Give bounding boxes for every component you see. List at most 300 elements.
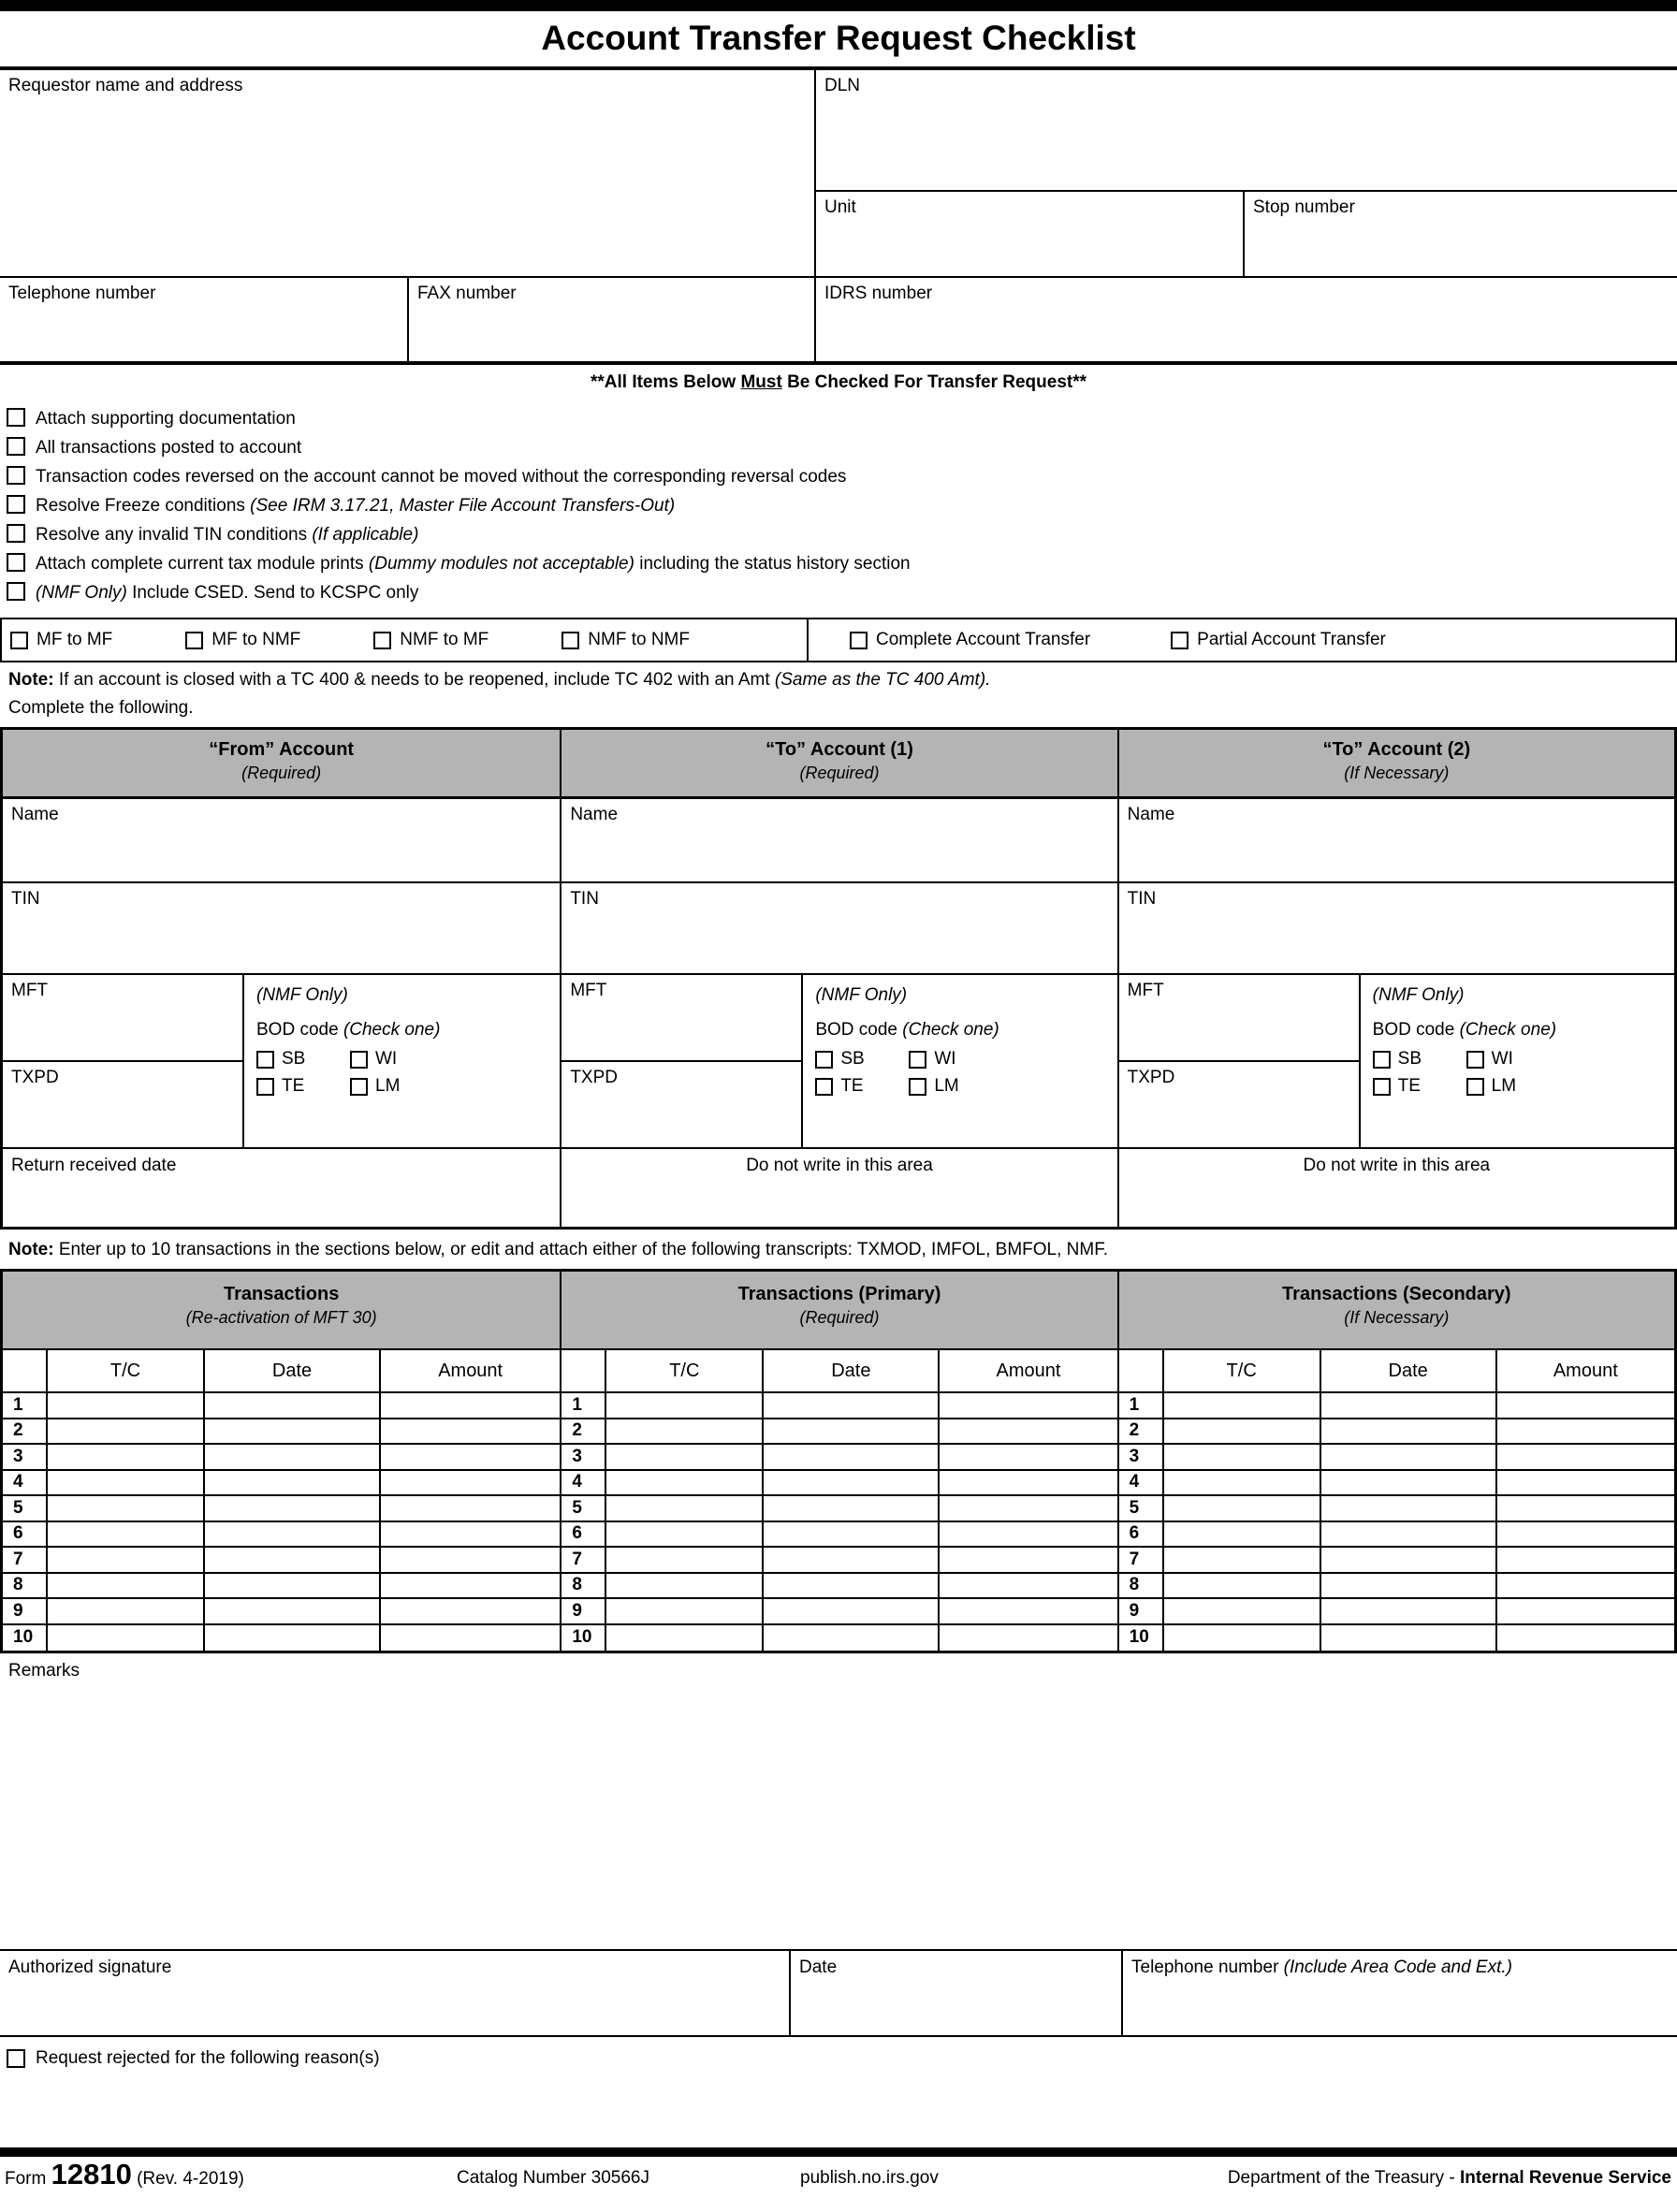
reject-line <box>0 2037 1677 2069</box>
transactions-primary-row-9-date-cell[interactable] <box>764 1599 940 1623</box>
transactions-reactivation-row-7-tc-cell[interactable] <box>48 1548 205 1572</box>
checklist <box>0 396 1677 613</box>
transactions-primary-row-9-amount-cell[interactable] <box>940 1599 1116 1623</box>
transactions-reactivation-row-10-tc-cell[interactable] <box>48 1625 205 1652</box>
row-number: 5 <box>561 1496 606 1521</box>
transactions-reactivation-row-1-tc-cell[interactable] <box>48 1393 205 1418</box>
transactions-primary-title: Transactions (Primary) <box>737 1284 941 1304</box>
transactions-primary-group <box>560 1272 1116 1651</box>
row-number: 9 <box>561 1599 606 1623</box>
row-number-column-corner <box>3 1350 48 1391</box>
transactions-secondary-row-8-tc-cell[interactable] <box>1164 1574 1321 1598</box>
stop-number-label: Stop number <box>1253 197 1355 217</box>
row-number: 7 <box>561 1548 606 1572</box>
from-account-header <box>3 730 560 799</box>
to-account-2-mft-field[interactable] <box>1119 975 1359 1062</box>
transactions-reactivation-row-9-amount-cell[interactable] <box>381 1599 560 1623</box>
transactions-secondary-row-1-date-cell[interactable] <box>1321 1393 1497 1418</box>
transactions-secondary-row-6-tc-cell[interactable] <box>1164 1522 1321 1547</box>
checklist-item-1 <box>7 408 1677 429</box>
transactions-reactivation-row-10-amount-cell[interactable] <box>381 1625 560 1652</box>
transactions-reactivation-row-5 <box>3 1496 560 1522</box>
transactions-primary-row-3 <box>561 1445 1116 1471</box>
transactions-secondary-row-7-amount-cell[interactable] <box>1497 1548 1674 1572</box>
column-header-date: Date <box>764 1350 940 1391</box>
to-account-1-bod-checkbox-te[interactable] <box>815 1078 833 1096</box>
requestor-label: Requestor name and address <box>8 76 243 95</box>
transactions-primary-row-7-amount-cell[interactable] <box>940 1548 1116 1572</box>
transactions-primary-row-9 <box>561 1599 1116 1625</box>
transactions-reactivation-row-9 <box>3 1599 560 1625</box>
row-number: 4 <box>3 1471 48 1495</box>
transactions-secondary-row-6-amount-cell[interactable] <box>1497 1522 1674 1547</box>
transactions-secondary-row-9-date-cell[interactable] <box>1321 1599 1497 1623</box>
bod-code-label: BOD code (Check one) <box>1372 1020 1557 1040</box>
row-number: 8 <box>561 1574 606 1598</box>
transactions-secondary-column-headers <box>1119 1350 1674 1393</box>
checklist-item-7 <box>7 582 1677 604</box>
transactions-secondary-row-3 <box>1119 1445 1674 1471</box>
to-account-2-name-field[interactable] <box>1119 799 1674 883</box>
row-number: 9 <box>3 1599 48 1623</box>
transactions-secondary-row-8-date-cell[interactable] <box>1321 1574 1497 1598</box>
transfer-type-label: MF to MF <box>36 630 113 649</box>
transactions-reactivation-row-1-date-cell[interactable] <box>205 1393 381 1418</box>
transactions-secondary-row-2 <box>1119 1419 1674 1446</box>
checklist-item-label: Attach supporting documentation <box>36 409 296 429</box>
bod-code-label: BOD code (Check one) <box>815 1020 999 1040</box>
to-account-1-bod-checkbox-sb[interactable] <box>815 1051 833 1069</box>
transactions-reactivation-row-9-date-cell[interactable] <box>205 1599 381 1623</box>
from-account-name-field[interactable] <box>3 799 560 883</box>
row-number: 1 <box>3 1393 48 1418</box>
bod-option-lm <box>1466 1076 1662 1097</box>
transactions-primary-column-headers <box>561 1350 1116 1393</box>
txpd-label: TXPD <box>1127 1068 1175 1087</box>
signature-date-label: Date <box>799 1957 838 1977</box>
bod-option-lm <box>350 1076 547 1097</box>
transactions-secondary-row-8-amount-cell[interactable] <box>1497 1574 1674 1598</box>
bod-option-sb <box>256 1049 350 1070</box>
transactions-reactivation-row-7 <box>3 1548 560 1574</box>
transactions-secondary-row-7-tc-cell[interactable] <box>1164 1548 1321 1572</box>
dln-field[interactable] <box>816 70 1677 192</box>
bod-option-label: WI <box>375 1049 398 1069</box>
bod-option-label: LM <box>375 1076 401 1096</box>
transactions-reactivation-row-8-amount-cell[interactable] <box>381 1574 560 1598</box>
transactions-reactivation-row-4-amount-cell[interactable] <box>381 1471 560 1495</box>
transactions-primary-row-5-tc-cell[interactable] <box>606 1496 764 1521</box>
to-account-1-txpd-field[interactable] <box>561 1062 801 1147</box>
transactions-secondary-title: Transactions (Secondary) <box>1282 1284 1511 1304</box>
transactions-secondary-row-10-tc-cell[interactable] <box>1164 1625 1321 1652</box>
transactions-note: Note: Enter up to 10 transactions in the sections below, or edit and attach either of the following transcripts: TXMOD, IMFOL, BMFOL, NMF. <box>8 1240 1108 1259</box>
transactions-reactivation-row-3-tc-cell[interactable] <box>48 1445 205 1469</box>
tc400-note: Note: If an account is closed with a TC 400 & needs to be reopened, include TC 402 with an Amt (Same as the TC 400 Amt). <box>8 670 991 690</box>
transactions-secondary-row-4-amount-cell[interactable] <box>1497 1471 1674 1495</box>
bod-option-wi <box>350 1049 547 1070</box>
bod-option-lm <box>909 1076 1104 1097</box>
row-number: 5 <box>1119 1496 1164 1521</box>
telephone-label: Telephone number <box>8 284 156 303</box>
reject-label: Request rejected for the following reason(s) <box>36 2048 380 2068</box>
transactions-secondary-row-3-tc-cell[interactable] <box>1164 1445 1321 1469</box>
transactions-reactivation-row-1-amount-cell[interactable] <box>381 1393 560 1418</box>
transfer-type-checkbox-mf-to-mf[interactable] <box>10 632 28 649</box>
transactions-reactivation-row-7-date-cell[interactable] <box>205 1548 381 1572</box>
transactions-secondary-row-7-date-cell[interactable] <box>1321 1548 1497 1572</box>
transactions-reactivation-title: Transactions <box>223 1284 340 1304</box>
transfer-type-mf-to-nmf <box>185 630 300 650</box>
transactions-reactivation-row-3-date-cell[interactable] <box>205 1445 381 1469</box>
transactions-primary-row-7 <box>561 1548 1116 1574</box>
transactions-reactivation-row-4-date-cell[interactable] <box>205 1471 381 1495</box>
transactions-table <box>0 1269 1677 1653</box>
transactions-secondary-row-4 <box>1119 1471 1674 1497</box>
row-number: 9 <box>1119 1599 1164 1623</box>
transactions-reactivation-row-5-tc-cell[interactable] <box>48 1496 205 1521</box>
checklist-checkbox-2[interactable] <box>7 437 25 456</box>
row-number-column-corner <box>561 1350 606 1391</box>
transactions-reactivation-row-6-amount-cell[interactable] <box>381 1522 560 1547</box>
transactions-secondary-row-5-date-cell[interactable] <box>1321 1496 1497 1521</box>
transactions-secondary-row-2-date-cell[interactable] <box>1321 1419 1497 1444</box>
signature-phone-field[interactable] <box>1123 1951 1677 2035</box>
from-account-tin-field[interactable] <box>3 883 560 975</box>
remarks-field[interactable] <box>0 1689 1677 1949</box>
stop-number-field[interactable] <box>1245 192 1677 276</box>
bod-option-sb <box>1373 1049 1466 1070</box>
transactions-secondary-row-3-amount-cell[interactable] <box>1497 1445 1674 1469</box>
row-number: 8 <box>1119 1574 1164 1598</box>
transactions-reactivation-row-6 <box>3 1522 560 1549</box>
transactions-secondary-row-1-amount-cell[interactable] <box>1497 1393 1674 1418</box>
to-account-2-bod-checkbox-wi[interactable] <box>1466 1051 1484 1069</box>
tin-label: TIN <box>570 889 599 909</box>
to-account-1-tin-field[interactable] <box>561 883 1116 975</box>
transactions-primary-row-4-amount-cell[interactable] <box>940 1471 1116 1495</box>
transactions-primary-row-5-date-cell[interactable] <box>764 1496 940 1521</box>
note-label: Note: <box>8 670 54 690</box>
transactions-secondary-row-10-amount-cell[interactable] <box>1497 1625 1674 1652</box>
transfer-type-checkbox-nmf-to-mf[interactable] <box>373 632 391 649</box>
transfer-type-checkbox-partial-account-transfer[interactable] <box>1171 632 1188 649</box>
row-number: 7 <box>3 1548 48 1572</box>
signature-date-field[interactable] <box>791 1951 1123 2035</box>
row-number: 3 <box>3 1445 48 1469</box>
transactions-primary-row-4-tc-cell[interactable] <box>606 1471 764 1495</box>
to-account-1-bod-checkbox-wi[interactable] <box>909 1051 926 1069</box>
to-account-2-header <box>1119 730 1674 799</box>
transactions-primary-row-6 <box>561 1522 1116 1549</box>
transactions-reactivation-row-8-tc-cell[interactable] <box>48 1574 205 1598</box>
to-account-2-title: “To” Account (2) <box>1322 739 1471 760</box>
transactions-reactivation-row-3-amount-cell[interactable] <box>381 1445 560 1469</box>
checklist-checkbox-7[interactable] <box>7 582 25 601</box>
transactions-secondary-row-4-tc-cell[interactable] <box>1164 1471 1321 1495</box>
transactions-secondary-row-8 <box>1119 1574 1674 1600</box>
to-account-1-bod-options <box>815 1049 1104 1097</box>
checklist-checkbox-4[interactable] <box>7 495 25 514</box>
transfer-type-partial-account-transfer <box>1171 630 1386 650</box>
transactions-secondary-row-5-amount-cell[interactable] <box>1497 1496 1674 1521</box>
top-black-bar <box>0 0 1677 11</box>
transactions-primary-row-10-tc-cell[interactable] <box>606 1625 764 1652</box>
mft-label: MFT <box>11 981 49 1000</box>
tin-label: TIN <box>1127 889 1157 909</box>
from-account-bod-checkbox-sb[interactable] <box>256 1051 274 1069</box>
transactions-reactivation-group <box>3 1272 560 1651</box>
transfer-type-nmf-to-nmf <box>561 630 690 650</box>
transactions-primary-row-3-date-cell[interactable] <box>764 1445 940 1469</box>
tin-label: TIN <box>11 889 40 909</box>
signature-phone-note: (Include Area Code and Ext.) <box>1283 1957 1512 1977</box>
transactions-secondary-row-9-tc-cell[interactable] <box>1164 1599 1321 1623</box>
bod-option-label: LM <box>1491 1076 1517 1096</box>
row-number: 6 <box>561 1522 606 1547</box>
row-number: 3 <box>561 1445 606 1469</box>
transactions-secondary-row-10 <box>1119 1625 1674 1652</box>
transactions-reactivation-row-5-date-cell[interactable] <box>205 1496 381 1521</box>
to-account-1-title: “To” Account (1) <box>766 739 913 760</box>
from-account-mft-field[interactable] <box>3 975 242 1062</box>
transactions-secondary-subtitle: (If Necessary) <box>1344 1308 1450 1327</box>
from-account-mft-block <box>3 975 560 1149</box>
column-header-date: Date <box>205 1350 381 1391</box>
bod-option-label: SB <box>282 1049 306 1069</box>
transactions-reactivation-row-10-date-cell[interactable] <box>205 1625 381 1652</box>
transactions-secondary-row-2-tc-cell[interactable] <box>1164 1419 1321 1444</box>
bod-option-label: TE <box>1397 1076 1421 1096</box>
authorized-signature-field[interactable] <box>0 1951 791 2035</box>
transactions-reactivation-row-6-date-cell[interactable] <box>205 1522 381 1547</box>
transactions-reactivation-row-2-amount-cell[interactable] <box>381 1419 560 1444</box>
column-header-amount: Amount <box>438 1360 503 1381</box>
transactions-reactivation-row-6-tc-cell[interactable] <box>48 1522 205 1547</box>
row-number: 2 <box>3 1419 48 1444</box>
from-account-bod-checkbox-te[interactable] <box>256 1078 274 1096</box>
checklist-checkbox-6[interactable] <box>7 553 25 572</box>
fax-field[interactable] <box>409 278 816 361</box>
to-account-1-column <box>560 730 1116 1227</box>
transactions-primary-row-2-amount-cell[interactable] <box>940 1419 1116 1444</box>
transactions-secondary-row-2-amount-cell[interactable] <box>1497 1419 1674 1444</box>
form-number-block: Form 12810 (Rev. 4-2019) <box>5 2158 244 2190</box>
bod-code-label: BOD code (Check one) <box>256 1020 441 1040</box>
row-number-column-corner <box>1119 1350 1164 1391</box>
from-account-bod-checkbox-lm[interactable] <box>350 1078 368 1096</box>
transactions-reactivation-row-4-tc-cell[interactable] <box>48 1471 205 1495</box>
checklist-item-label: Transaction codes reversed on the account cannot be moved without the corresponding reversal codes <box>36 467 847 487</box>
transfer-type-row <box>0 618 1677 662</box>
transfer-type-nmf-to-mf <box>373 630 489 650</box>
from-account-title: “From” Account <box>209 739 355 760</box>
transactions-primary-row-7-date-cell[interactable] <box>764 1548 940 1572</box>
checklist-item-5 <box>7 524 1677 546</box>
transfer-type-mf-to-mf <box>10 630 112 650</box>
transactions-primary-row-9-tc-cell[interactable] <box>606 1599 764 1623</box>
from-account-txpd-field[interactable] <box>3 1062 242 1147</box>
row-number: 6 <box>1119 1522 1164 1547</box>
column-header-amount: Amount <box>996 1360 1061 1381</box>
to-account-1-bod-checkbox-lm[interactable] <box>909 1078 926 1096</box>
to-account-1-mft-field[interactable] <box>561 975 801 1062</box>
transactions-primary-row-10 <box>561 1625 1116 1652</box>
transactions-reactivation-row-8 <box>3 1574 560 1600</box>
unit-label: Unit <box>824 197 856 217</box>
requestor-field[interactable] <box>0 70 816 276</box>
signature-row <box>0 1949 1677 2037</box>
transactions-primary-row-8 <box>561 1574 1116 1600</box>
reject-checkbox[interactable] <box>7 2049 25 2068</box>
transactions-reactivation-row-1 <box>3 1393 560 1419</box>
to-account-2-subtitle: (If Necessary) <box>1344 764 1450 782</box>
transfer-type-label: NMF to MF <box>400 630 489 649</box>
transactions-reactivation-row-2 <box>3 1419 560 1446</box>
transactions-primary-row-6-amount-cell[interactable] <box>940 1522 1116 1547</box>
must-banner: **All Items Below Must Be Checked For Transfer Request** <box>590 372 1087 392</box>
transactions-secondary-row-6-date-cell[interactable] <box>1321 1522 1497 1547</box>
checklist-checkbox-3[interactable] <box>7 466 25 485</box>
unit-field[interactable] <box>816 192 1245 276</box>
txpd-label: TXPD <box>11 1068 59 1087</box>
transactions-secondary-row-1-tc-cell[interactable] <box>1164 1393 1321 1418</box>
transactions-primary-row-4-date-cell[interactable] <box>764 1471 940 1495</box>
to-account-2-bod-checkbox-lm[interactable] <box>1466 1078 1484 1096</box>
transactions-secondary-row-4-date-cell[interactable] <box>1321 1471 1497 1495</box>
row-number: 10 <box>3 1625 48 1652</box>
transactions-primary-row-3-tc-cell[interactable] <box>606 1445 764 1469</box>
bod-option-sb <box>815 1049 909 1070</box>
transfer-type-right <box>809 619 1675 661</box>
transactions-reactivation-row-2-date-cell[interactable] <box>205 1419 381 1444</box>
to-account-2-bod-checkbox-te[interactable] <box>1373 1078 1391 1096</box>
checklist-item-label: Resolve any invalid TIN conditions (If applicable) <box>36 525 419 545</box>
transactions-secondary-row-9-amount-cell[interactable] <box>1497 1599 1674 1623</box>
transfer-type-label: Complete Account Transfer <box>876 630 1091 649</box>
transactions-primary-row-2-tc-cell[interactable] <box>606 1419 764 1444</box>
row-number: 2 <box>1119 1419 1164 1444</box>
from-account-bottom-cell[interactable] <box>3 1149 560 1227</box>
row-number: 3 <box>1119 1445 1164 1469</box>
bod-option-wi <box>1466 1049 1662 1070</box>
transfer-type-checkbox-complete-account-transfer[interactable] <box>850 632 868 649</box>
to-account-1-subtitle: (Required) <box>799 764 880 782</box>
name-label: Name <box>570 805 619 824</box>
to-account-2-bod-options <box>1373 1049 1662 1097</box>
to-account-2-tin-field[interactable] <box>1119 883 1674 975</box>
fax-label: FAX number <box>417 284 517 303</box>
transactions-primary-row-10-amount-cell[interactable] <box>940 1625 1116 1652</box>
transactions-reactivation-row-10 <box>3 1625 560 1652</box>
transactions-primary-row-1 <box>561 1393 1116 1419</box>
to-account-2-txpd-field[interactable] <box>1119 1062 1359 1147</box>
transactions-reactivation-row-2-tc-cell[interactable] <box>48 1419 205 1444</box>
agency-name: Internal Revenue Service <box>1460 2168 1671 2188</box>
checklist-checkbox-5[interactable] <box>7 524 25 543</box>
transfer-type-complete-account-transfer <box>850 630 1090 650</box>
transactions-secondary-row-3-date-cell[interactable] <box>1321 1445 1497 1469</box>
bod-option-label: WI <box>934 1049 956 1069</box>
from-account-bod-options <box>256 1049 547 1097</box>
to-account-2-nmf-box <box>1361 975 1674 1147</box>
transactions-reactivation-column-headers <box>3 1350 560 1393</box>
transactions-reactivation-row-8-date-cell[interactable] <box>205 1574 381 1598</box>
dln-label: DLN <box>824 76 861 95</box>
transactions-reactivation-row-7-amount-cell[interactable] <box>381 1548 560 1572</box>
transactions-primary-row-6-tc-cell[interactable] <box>606 1522 764 1547</box>
transactions-secondary-row-5-tc-cell[interactable] <box>1164 1496 1321 1521</box>
idrs-field[interactable] <box>816 278 1677 361</box>
row-number: 4 <box>561 1471 606 1495</box>
transactions-primary-row-5-amount-cell[interactable] <box>940 1496 1116 1521</box>
transfer-type-label: MF to NMF <box>211 630 301 649</box>
to-account-1-mft-block <box>561 975 1116 1149</box>
transactions-primary-row-1-tc-cell[interactable] <box>606 1393 764 1418</box>
transactions-primary-row-1-amount-cell[interactable] <box>940 1393 1116 1418</box>
to-account-1-mft-txpd <box>561 975 803 1147</box>
to-account-1-name-field[interactable] <box>561 799 1116 883</box>
row-number: 5 <box>3 1496 48 1521</box>
transactions-reactivation-subtitle: (Re-activation of MFT 30) <box>185 1308 377 1327</box>
transactions-primary-row-8-date-cell[interactable] <box>764 1574 940 1598</box>
from-account-mft-txpd <box>3 975 244 1147</box>
checklist-item-label: Attach complete current tax module prints (Dummy modules not acceptable) including the status history section <box>36 554 911 574</box>
to-account-2-mft-block <box>1119 975 1674 1149</box>
from-account-column <box>3 730 560 1227</box>
footer-space <box>0 2069 1677 2147</box>
transactions-primary-row-8-amount-cell[interactable] <box>940 1574 1116 1598</box>
transactions-primary-row-8-tc-cell[interactable] <box>606 1574 764 1598</box>
complete-following-text: Complete the following. <box>8 698 194 718</box>
checklist-item-4 <box>7 495 1677 517</box>
transactions-reactivation-row-3 <box>3 1445 560 1471</box>
to-account-1-nmf-box <box>803 975 1116 1147</box>
phone-grid <box>0 276 1677 365</box>
checklist-item-2 <box>7 437 1677 458</box>
telephone-field[interactable] <box>0 278 409 361</box>
bod-option-te <box>1373 1076 1466 1097</box>
transactions-primary-row-5 <box>561 1496 1116 1522</box>
transfer-type-checkbox-nmf-to-nmf[interactable] <box>561 632 579 649</box>
row-number: 1 <box>1119 1393 1164 1418</box>
transactions-primary-row-2-date-cell[interactable] <box>764 1419 940 1444</box>
checklist-checkbox-1[interactable] <box>7 408 25 427</box>
transactions-primary-row-10-date-cell[interactable] <box>764 1625 940 1652</box>
transactions-reactivation-header <box>3 1272 560 1350</box>
transactions-primary-subtitle: (Required) <box>799 1308 880 1327</box>
bod-option-label: LM <box>934 1076 959 1096</box>
to-account-2-mft-txpd <box>1119 975 1361 1147</box>
from-account-bod-checkbox-wi[interactable] <box>350 1051 368 1069</box>
name-label: Name <box>11 805 59 824</box>
transactions-reactivation-row-5-amount-cell[interactable] <box>381 1496 560 1521</box>
txpd-label: TXPD <box>570 1068 619 1087</box>
row-number: 4 <box>1119 1471 1164 1495</box>
transactions-reactivation-row-4 <box>3 1471 560 1497</box>
do-not-write-label: Do not write in this area <box>1303 1156 1491 1175</box>
checklist-item-label: (NMF Only) Include CSED. Send to KCSPC only <box>36 583 419 603</box>
note-label: Note: <box>8 1240 54 1259</box>
transactions-reactivation-row-9-tc-cell[interactable] <box>48 1599 205 1623</box>
to-account-2-bod-checkbox-sb[interactable] <box>1373 1051 1391 1069</box>
transactions-primary-row-3-amount-cell[interactable] <box>940 1445 1116 1469</box>
transactions-primary-row-7-tc-cell[interactable] <box>606 1548 764 1572</box>
transfer-type-checkbox-mf-to-nmf[interactable] <box>185 632 203 649</box>
transactions-secondary-row-10-date-cell[interactable] <box>1321 1625 1497 1652</box>
transactions-primary-row-6-date-cell[interactable] <box>764 1522 940 1547</box>
transactions-primary-row-1-date-cell[interactable] <box>764 1393 940 1418</box>
